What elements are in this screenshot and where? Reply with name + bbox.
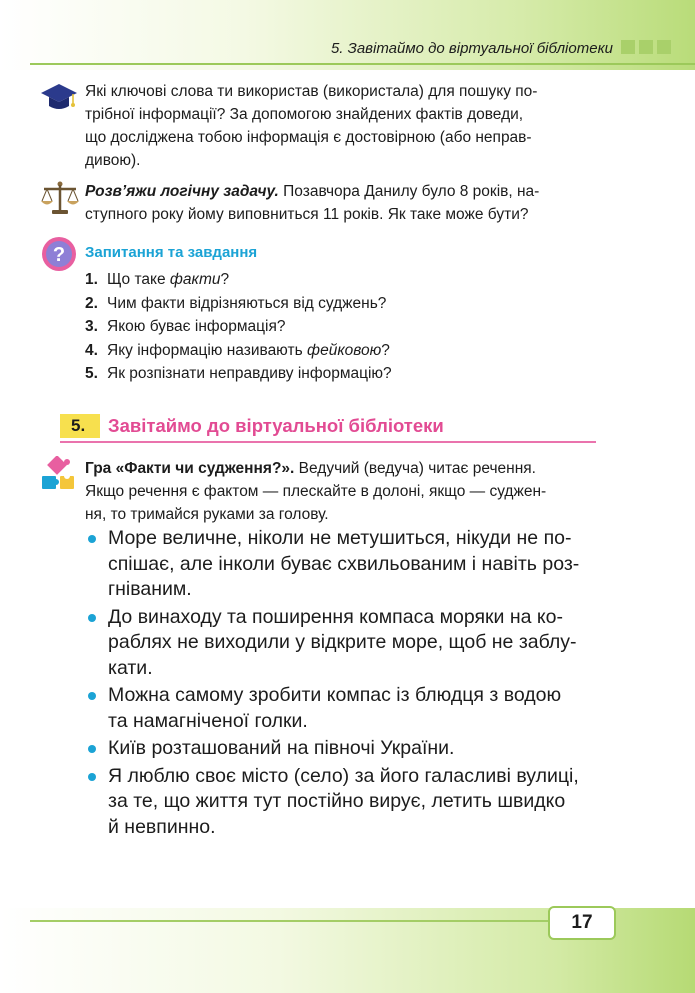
text-line: дивою). [85,152,141,169]
section-number: 5. [60,414,100,438]
text-line: Гра «Факти чи судження?». Ведучий (ведуча) читає речення. [85,460,536,477]
text-line: що досліджена тобою інформація є достовірною (або неправ- [85,129,532,146]
questions-list [85,268,392,386]
header-square-decoration [621,40,635,54]
header-band [0,0,695,70]
list-item: 3. Якою буває інформація? [85,318,286,335]
scales-icon [40,180,80,221]
text-line: ступного року йому виповниться 11 років. Як таке може бути? [85,206,529,223]
text-line: ня, то тримайся руками за голову. [85,506,329,523]
list-item: 1. Що таке факти? [85,271,230,288]
list-item: Я люблю своє місто (село) за його галасливі вулиці, за те, що життя тут постійно вирує, летить швидко й невпинно. [90,764,598,841]
graduation-cap-icon [40,82,78,117]
text-line: трібної інформації? За допомогою знайдених фактів доведи, [85,106,524,123]
game-lead: Гра «Факти чи судження?». [85,460,295,477]
header-square-decoration [657,40,671,54]
question-icon [41,236,77,277]
list-item: До винаходу та поширення компаса моряки на ко- раблях не виходили у відкрите море, щоб не заблу- кати. [90,605,598,682]
page-number: 17 [548,906,616,940]
footer-rule [30,920,560,922]
header-square-decoration [639,40,653,54]
running-header-title: 5. Завітаймо до віртуальної бібліотеки [330,40,613,57]
section-title: Завітаймо до віртуальної бібліотеки [108,415,444,436]
svg-text:?: ? [52,244,66,266]
section-rule [60,441,596,443]
list-item: Можна самому зробити компас із блюдця з водою та намагніченої голки. [90,683,598,734]
list-item: Море величне, ніколи не метушиться, нікуди не по- спішає, але інколи буває схвильованим і навіть роз- гніваним. [90,526,598,603]
list-item: 5. Як розпізнати неправдиву інформацію? [85,365,392,382]
list-item: 2. Чим факти відрізняються від суджень? [85,294,387,312]
text-line: Розв’яжи логічну задачу. Позавчора Данилу було 8 років, на- [85,183,540,200]
text-line: Які ключові слова ти використав (використала) для пошуку по- [85,83,538,100]
logic-task-lead: Розв’яжи логічну задачу. [85,183,279,200]
list-item: Київ розташований на півночі України. [90,736,598,762]
list-item: 4. Яку інформацію називають фейковою? [85,341,390,359]
text-line: Якщо речення є фактом — плескайте в долоні, якщо — суджен- [85,483,547,500]
logic-task-paragraph [85,180,600,226]
game-paragraph [85,457,600,526]
task-keywords-paragraph [85,80,600,172]
header-rule [30,63,695,65]
statements-list [90,526,598,842]
questions-title: Запитання та завдання [85,244,258,261]
puzzle-icon [40,456,78,497]
